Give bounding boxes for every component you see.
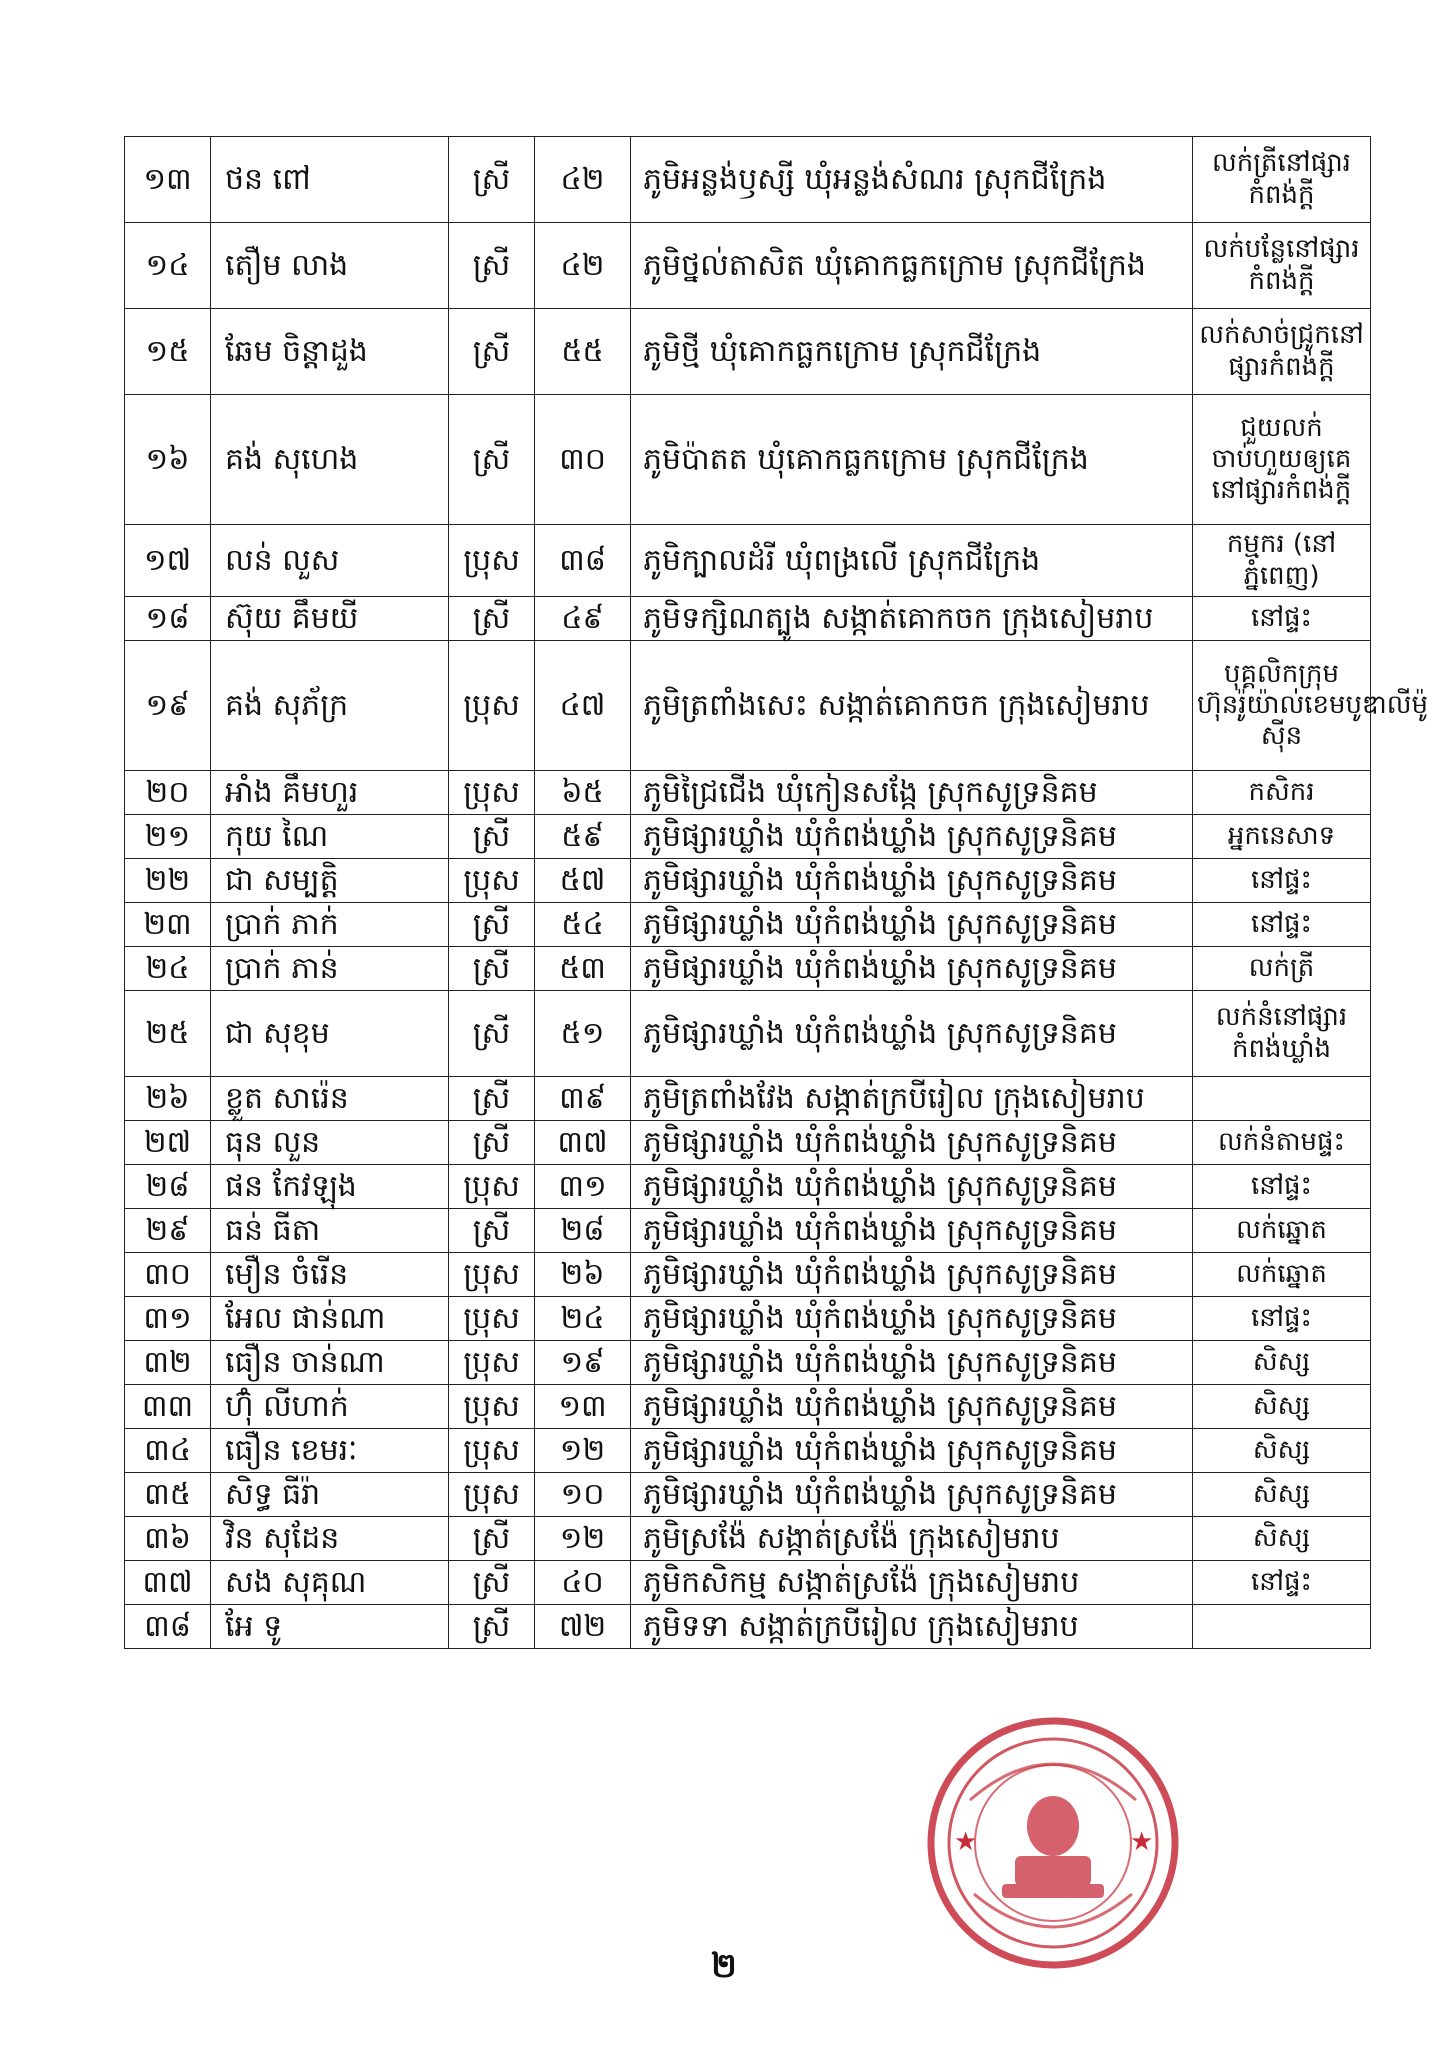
person-name: ធឿន ចាន់ណា: [211, 1341, 449, 1385]
gender-cell: ស្រី: [449, 903, 535, 947]
gender-cell: ប្រុស: [449, 771, 535, 815]
row-number: ១៥: [125, 309, 211, 395]
table-row: [125, 641, 1371, 771]
gender-cell: ស្រី: [449, 395, 535, 525]
address-cell: ភូមិផ្សារឃ្លាំង ឃុំកំពង់ឃ្លាំង ស្រុកសូទ្រនិគម: [631, 1473, 1193, 1517]
gender-cell: ស្រី: [449, 137, 535, 223]
occupation-cell: លក់ឆ្នោត: [1193, 1253, 1371, 1297]
age-cell: ៤៧: [535, 641, 631, 771]
person-name: សិទ្ធ ធីរ៉ា: [211, 1473, 449, 1517]
address-cell: ភូមិផ្សារឃ្លាំង ឃុំកំពង់ឃ្លាំង ស្រុកសូទ្រនិគម: [631, 1209, 1193, 1253]
table-row: [125, 1605, 1371, 1649]
table-row: [125, 1561, 1371, 1605]
age-cell: ២៤: [535, 1297, 631, 1341]
table-row: [125, 1297, 1371, 1341]
table-row: [125, 1165, 1371, 1209]
table-row: [125, 947, 1371, 991]
age-cell: ៥៧: [535, 859, 631, 903]
gender-cell: ប្រុស: [449, 1341, 535, 1385]
row-number: ៣៨: [125, 1605, 211, 1649]
row-number: ១៨: [125, 597, 211, 641]
occupation-cell: នៅផ្ទះ: [1193, 1297, 1371, 1341]
address-cell: ភូមិផ្សារឃ្លាំង ឃុំកំពង់ឃ្លាំង ស្រុកសូទ្រនិគម: [631, 1253, 1193, 1297]
table-row: [125, 1253, 1371, 1297]
official-seal-stamp: [918, 1708, 1188, 1978]
age-cell: ២៦: [535, 1253, 631, 1297]
occupation-cell: អ្នកនេសាទ: [1193, 815, 1371, 859]
person-name: ផន កែវឡុង: [211, 1165, 449, 1209]
person-name: ជា សុខុម: [211, 991, 449, 1077]
age-cell: ៤៩: [535, 597, 631, 641]
row-number: ១៩: [125, 641, 211, 771]
table-row: [125, 991, 1371, 1077]
age-cell: ១០: [535, 1473, 631, 1517]
age-cell: ៦៥: [535, 771, 631, 815]
age-cell: ៤០: [535, 1561, 631, 1605]
address-cell: ភូមិផ្សារឃ្លាំង ឃុំកំពង់ឃ្លាំង ស្រុកសូទ្រនិគម: [631, 903, 1193, 947]
gender-cell: ប្រុស: [449, 525, 535, 597]
age-cell: ៥៥: [535, 309, 631, 395]
table-row: [125, 771, 1371, 815]
address-cell: ភូមិផ្សារឃ្លាំង ឃុំកំពង់ឃ្លាំង ស្រុកសូទ្រនិគម: [631, 1165, 1193, 1209]
person-name: វិន សុដែន: [211, 1517, 449, 1561]
occupation-cell: លក់បន្លែនៅផ្សារកំពង់ក្តី: [1193, 223, 1371, 309]
gender-cell: ប្រុស: [449, 641, 535, 771]
table-row: [125, 1385, 1371, 1429]
person-name: គង់ សុហេង: [211, 395, 449, 525]
address-cell: ភូមិថ្នល់តាសិត ឃុំគោកធ្លកក្រោម ស្រុកជីក្រែង: [631, 223, 1193, 309]
age-cell: ៥១: [535, 991, 631, 1077]
table-row: [125, 309, 1371, 395]
person-name: ប្រាក់ ភាក់: [211, 903, 449, 947]
occupation-cell: លក់ត្រីនៅផ្សារកំពង់ក្តី: [1193, 137, 1371, 223]
row-number: ២៨: [125, 1165, 211, 1209]
row-number: ២១: [125, 815, 211, 859]
age-cell: ៤២: [535, 137, 631, 223]
address-cell: ភូមិទទា សង្កាត់ក្របីរៀល ក្រុងសៀមរាប: [631, 1605, 1193, 1649]
age-cell: ៥៤: [535, 903, 631, 947]
table-row: [125, 1121, 1371, 1165]
row-number: ៣០: [125, 1253, 211, 1297]
row-number: ១៦: [125, 395, 211, 525]
row-number: ២៩: [125, 1209, 211, 1253]
person-name: ឆែម ចិន្តាដួង: [211, 309, 449, 395]
occupation-cell: នៅផ្ទះ: [1193, 1561, 1371, 1605]
svg-text:★: ★: [1130, 1827, 1154, 1857]
gender-cell: ប្រុស: [449, 1165, 535, 1209]
address-cell: ភូមិប៉ាតត ឃុំគោកធ្លកក្រោម ស្រុកជីក្រែង: [631, 395, 1193, 525]
row-number: ២០: [125, 771, 211, 815]
table-row: [125, 1341, 1371, 1385]
gender-cell: ស្រី: [449, 1121, 535, 1165]
gender-cell: ប្រុស: [449, 859, 535, 903]
occupation-cell: លក់នំនៅផ្សារកំពង់ឃ្លាំង: [1193, 991, 1371, 1077]
table-row: [125, 1473, 1371, 1517]
occupation-cell: នៅផ្ទះ: [1193, 597, 1371, 641]
age-cell: ៥៩: [535, 815, 631, 859]
table-row: [125, 903, 1371, 947]
row-number: ២៥: [125, 991, 211, 1077]
occupation-cell: សិស្ស: [1193, 1341, 1371, 1385]
address-cell: ភូមិកសិកម្ម សង្កាត់ស្រង៉ែ ក្រុងសៀមរាប: [631, 1561, 1193, 1605]
person-name: ខ្លួត សារ៉េន: [211, 1077, 449, 1121]
occupation-cell: [1193, 1605, 1371, 1649]
age-cell: ១២: [535, 1429, 631, 1473]
occupation-cell: សិស្ស: [1193, 1385, 1371, 1429]
gender-cell: ស្រី: [449, 1517, 535, 1561]
age-cell: ២៨: [535, 1209, 631, 1253]
person-name: ថន ពៅ: [211, 137, 449, 223]
row-number: ១៧: [125, 525, 211, 597]
age-cell: ៣៩: [535, 1077, 631, 1121]
occupation-cell: នៅផ្ទះ: [1193, 859, 1371, 903]
row-number: ២៦: [125, 1077, 211, 1121]
table-row: [125, 525, 1371, 597]
occupation-cell: កម្មករ (នៅភ្នំពេញ): [1193, 525, 1371, 597]
address-cell: ភូមិអន្លង់ឫស្សី ឃុំអន្លង់សំណរ ស្រុកជីក្រែង: [631, 137, 1193, 223]
gender-cell: ស្រី: [449, 947, 535, 991]
gender-cell: ស្រី: [449, 309, 535, 395]
address-cell: ភូមិក្បាលដំរី ឃុំពង្រលើ ស្រុកជីក្រែង: [631, 525, 1193, 597]
person-name: ហ៊ុំ លីហាក់: [211, 1385, 449, 1429]
occupation-cell: កសិករ: [1193, 771, 1371, 815]
row-number: ២៤: [125, 947, 211, 991]
person-name: ស៊ុយ គឹមយី: [211, 597, 449, 641]
person-name: គង់ សុភ័ក្រ: [211, 641, 449, 771]
svg-text:★: ★: [954, 1827, 978, 1857]
table-row: [125, 1209, 1371, 1253]
occupation-cell: លក់ឆ្នោត: [1193, 1209, 1371, 1253]
address-cell: ភូមិផ្សារឃ្លាំង ឃុំកំពង់ឃ្លាំង ស្រុកសូទ្រនិគម: [631, 1429, 1193, 1473]
occupation-cell: សិស្ស: [1193, 1429, 1371, 1473]
gender-cell: ស្រី: [449, 1077, 535, 1121]
person-name: អែ ទូ: [211, 1605, 449, 1649]
age-cell: ៤២: [535, 223, 631, 309]
person-name: លន់ លួស: [211, 525, 449, 597]
address-cell: ភូមិត្រពាំងសេះ សង្កាត់គោកចក ក្រុងសៀមរាប: [631, 641, 1193, 771]
occupation-cell: ជួយលក់ចាប់ហួយឲ្យគេនៅផ្សារកំពង់ក្តី: [1193, 395, 1371, 525]
gender-cell: ស្រី: [449, 597, 535, 641]
occupation-cell: [1193, 1077, 1371, 1121]
person-name: ប្រាក់ ភាន់: [211, 947, 449, 991]
person-name: ធុន លួន: [211, 1121, 449, 1165]
address-cell: ភូមិទក្សិណត្បូង សង្កាត់គោកចក ក្រុងសៀមរាប: [631, 597, 1193, 641]
gender-cell: ស្រី: [449, 223, 535, 309]
gender-cell: ស្រី: [449, 1209, 535, 1253]
age-cell: ១២: [535, 1517, 631, 1561]
row-number: ២៣: [125, 903, 211, 947]
table-row: [125, 1077, 1371, 1121]
person-name: មឿន ចំរើន: [211, 1253, 449, 1297]
occupation-cell: នៅផ្ទះ: [1193, 903, 1371, 947]
occupation-cell: នៅផ្ទះ: [1193, 1165, 1371, 1209]
records-table: [124, 136, 1429, 1649]
address-cell: ភូមិផ្សារឃ្លាំង ឃុំកំពង់ឃ្លាំង ស្រុកសូទ្រនិគម: [631, 991, 1193, 1077]
row-number: ២២: [125, 859, 211, 903]
age-cell: ៣១: [535, 1165, 631, 1209]
gender-cell: ស្រី: [449, 1605, 535, 1649]
address-cell: ភូមិផ្សារឃ្លាំង ឃុំកំពង់ឃ្លាំង ស្រុកសូទ្រនិគម: [631, 1297, 1193, 1341]
occupation-cell: សិស្ស: [1193, 1517, 1371, 1561]
table-row: [125, 859, 1371, 903]
person-name: ធន់ ធីតា: [211, 1209, 449, 1253]
occupation-cell: លក់នំតាមផ្ទះ: [1193, 1121, 1371, 1165]
age-cell: ៧២: [535, 1605, 631, 1649]
person-name: អែល ផាន់ណា: [211, 1297, 449, 1341]
gender-cell: ប្រុស: [449, 1473, 535, 1517]
age-cell: ១៣: [535, 1385, 631, 1429]
address-cell: ភូមិផ្សារឃ្លាំង ឃុំកំពង់ឃ្លាំង ស្រុកសូទ្រនិគម: [631, 947, 1193, 991]
age-cell: ៣៧: [535, 1121, 631, 1165]
age-cell: ៣៨: [535, 525, 631, 597]
person-name: កុយ ណៃ: [211, 815, 449, 859]
person-name: អាំង គឹមហួរ: [211, 771, 449, 815]
occupation-cell: សិស្ស: [1193, 1473, 1371, 1517]
person-name: ធឿន ខេមរៈ: [211, 1429, 449, 1473]
row-number: ១៤: [125, 223, 211, 309]
row-number: ៣៣: [125, 1385, 211, 1429]
address-cell: ភូមិជ្រៃជើង ឃុំកៀនសង្កែ ស្រុកសូទ្រនិគម: [631, 771, 1193, 815]
row-number: ៣៤: [125, 1429, 211, 1473]
gender-cell: ប្រុស: [449, 1429, 535, 1473]
person-name: ជា សម្បត្តិ: [211, 859, 449, 903]
row-number: ១៣: [125, 137, 211, 223]
row-number: ៣៦: [125, 1517, 211, 1561]
gender-cell: ស្រី: [449, 1561, 535, 1605]
gender-cell: ស្រី: [449, 815, 535, 859]
table-row: [125, 815, 1371, 859]
row-number: ៣២: [125, 1341, 211, 1385]
table-row: [125, 1429, 1371, 1473]
table-row: [125, 1517, 1371, 1561]
age-cell: ៥៣: [535, 947, 631, 991]
gender-cell: ប្រុស: [449, 1385, 535, 1429]
address-cell: ភូមិត្រពាំងវែង សង្កាត់ក្របីរៀល ក្រុងសៀមរាប: [631, 1077, 1193, 1121]
address-cell: ភូមិផ្សារឃ្លាំង ឃុំកំពង់ឃ្លាំង ស្រុកសូទ្រនិគម: [631, 1385, 1193, 1429]
row-number: ៣៧: [125, 1561, 211, 1605]
gender-cell: ប្រុស: [449, 1297, 535, 1341]
age-cell: ១៩: [535, 1341, 631, 1385]
table-row: [125, 597, 1371, 641]
person-name: តឿម លាង: [211, 223, 449, 309]
page-number: ២: [711, 1946, 737, 1986]
person-name: សង សុគុណ: [211, 1561, 449, 1605]
gender-cell: ប្រុស: [449, 1253, 535, 1297]
age-cell: ៣០: [535, 395, 631, 525]
address-cell: ភូមិផ្សារឃ្លាំង ឃុំកំពង់ឃ្លាំង ស្រុកសូទ្រនិគម: [631, 859, 1193, 903]
address-cell: ភូមិថ្មី ឃុំគោកធ្លកក្រោម ស្រុកជីក្រែង: [631, 309, 1193, 395]
table-row: [125, 223, 1371, 309]
row-number: ២៧: [125, 1121, 211, 1165]
occupation-cell: លក់សាច់ជ្រូកនៅផ្សារកំពង់ក្តី: [1193, 309, 1371, 395]
gender-cell: ស្រី: [449, 991, 535, 1077]
occupation-cell: លក់ត្រី: [1193, 947, 1371, 991]
row-number: ៣១: [125, 1297, 211, 1341]
address-cell: ភូមិស្រង៉ែ សង្កាត់ស្រង៉ែ ក្រុងសៀមរាប: [631, 1517, 1193, 1561]
table-row: [125, 395, 1371, 525]
address-cell: ភូមិផ្សារឃ្លាំង ឃុំកំពង់ឃ្លាំង ស្រុកសូទ្រនិគម: [631, 815, 1193, 859]
table-row: [125, 137, 1371, 223]
address-cell: ភូមិផ្សារឃ្លាំង ឃុំកំពង់ឃ្លាំង ស្រុកសូទ្រនិគម: [631, 1341, 1193, 1385]
occupation-cell: បុគ្គលិកក្រុមហ៊ុនរ៉ូយ៉ាល់ខេមបូឌាលីម៉ូស៊ីន: [1193, 641, 1371, 771]
address-cell: ភូមិផ្សារឃ្លាំង ឃុំកំពង់ឃ្លាំង ស្រុកសូទ្រនិគម: [631, 1121, 1193, 1165]
row-number: ៣៥: [125, 1473, 211, 1517]
